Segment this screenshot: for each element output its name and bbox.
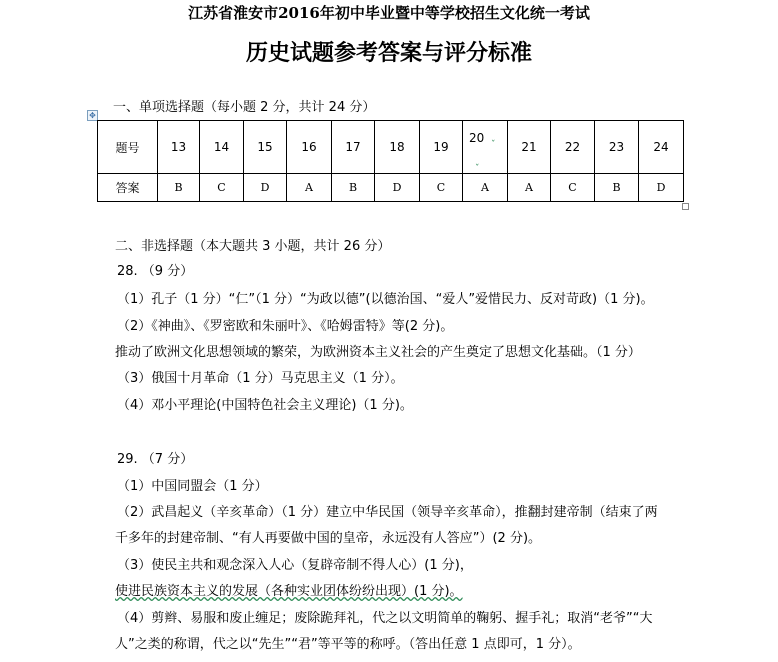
answer-cell: B <box>332 174 375 202</box>
answer-cell: A <box>287 174 332 202</box>
answer-line: 人”之类的称谓，代之以“先生”“君”等平等的称呼。（答出任意 1 点即可，1 分）。 <box>115 637 581 652</box>
answer-row <box>98 174 684 202</box>
answer-line: 推动了欧洲文化思想领域的繁荣，为欧洲资本主义社会的产生奠定了思想文化基础。（1 分） <box>115 345 641 360</box>
answer-cell: D <box>639 174 684 202</box>
question-28-heading: 28. （9 分） <box>117 264 194 279</box>
answer-cell: D <box>244 174 287 202</box>
answer-line: （3）使民主共和观念深入人心（复辟帝制不得人心）(1 分)， <box>117 558 473 573</box>
question-number-cell: 17 <box>332 121 375 174</box>
answer-line: （2）《神曲》、《罗密欧和朱丽叶》、《哈姆雷特》等(2 分)。 <box>117 319 454 334</box>
answer-line: （1）中国同盟会（1 分） <box>117 479 268 494</box>
question-number-cell: 14 <box>200 121 244 174</box>
question-number-cell: 16 <box>287 121 332 174</box>
question-number-text: 20 <box>469 131 485 145</box>
answer-cell: C <box>200 174 244 202</box>
answer-cell: A <box>463 174 508 202</box>
question-number-cell: 15 <box>244 121 287 174</box>
answer-cell: A <box>508 174 551 202</box>
table-resize-icon[interactable] <box>682 203 689 210</box>
answer-line: （4）剪辫、易服和废止缠足；废除跪拜礼，代之以文明简单的鞠躬、握手礼；取消“老爷”“大 <box>117 611 653 626</box>
answer-cell: B <box>595 174 639 202</box>
row-label-question: 题号 <box>98 121 158 174</box>
row-label-answer: 答案 <box>98 174 158 202</box>
proofing-mark-icon: ˇ <box>491 140 496 150</box>
question-number-cell-20 <box>463 121 508 174</box>
answer-cell: C <box>420 174 463 202</box>
question-number-cell: 13 <box>158 121 200 174</box>
question-number-cell: 18 <box>375 121 420 174</box>
question-number-cell: 23 <box>595 121 639 174</box>
table-move-icon[interactable]: ✥ <box>87 110 98 121</box>
question-number-cell: 19 <box>420 121 463 174</box>
document-title: 历史试题参考答案与评分标准 <box>245 40 532 66</box>
answer-line: （2）武昌起义（辛亥革命）（1 分）建立中华民国（领导辛亥革命），推翻封建帝制（结束了两 <box>117 505 658 520</box>
question-number-cell: 24 <box>639 121 684 174</box>
question-29-heading: 29. （7 分） <box>117 452 194 467</box>
exam-title: 江苏省淮安市2016年初中毕业暨中等学校招生文化统一考试 <box>188 4 590 22</box>
answer-table <box>97 120 684 202</box>
question-number-cell: 21 <box>508 121 551 174</box>
answer-cell: B <box>158 174 200 202</box>
answer-line: （3）俄国十月革命（1 分）马克思主义（1 分）。 <box>117 371 404 386</box>
answer-cell: C <box>551 174 595 202</box>
answer-line: （1）孔子（1 分）“仁”（1 分）“为政以德”(以德治国、“爱人”爱惜民力、反对苛政)（1 分)。 <box>117 292 654 307</box>
question-number-cell: 22 <box>551 121 595 174</box>
section-2-heading: 二、非选择题（本大题共 3 小题，共计 26 分） <box>115 239 391 254</box>
answer-line: 千多年的封建帝制、“有人再要做中国的皇帝，永远没有人答应”）(2 分)。 <box>115 531 542 546</box>
question-number-row <box>98 121 684 174</box>
answer-line-marked: 使进民族资本主义的发展（各种实业团体纷纷出现）(1 分)。 <box>115 584 463 599</box>
answer-cell: D <box>375 174 420 202</box>
proofing-mark-icon: ˇ <box>475 164 480 174</box>
answer-line: （4）邓小平理论(中国特色社会主义理论)（1 分)。 <box>117 398 413 413</box>
section-1-heading: 一、单项选择题（每小题 2 分，共计 24 分） <box>113 100 376 115</box>
